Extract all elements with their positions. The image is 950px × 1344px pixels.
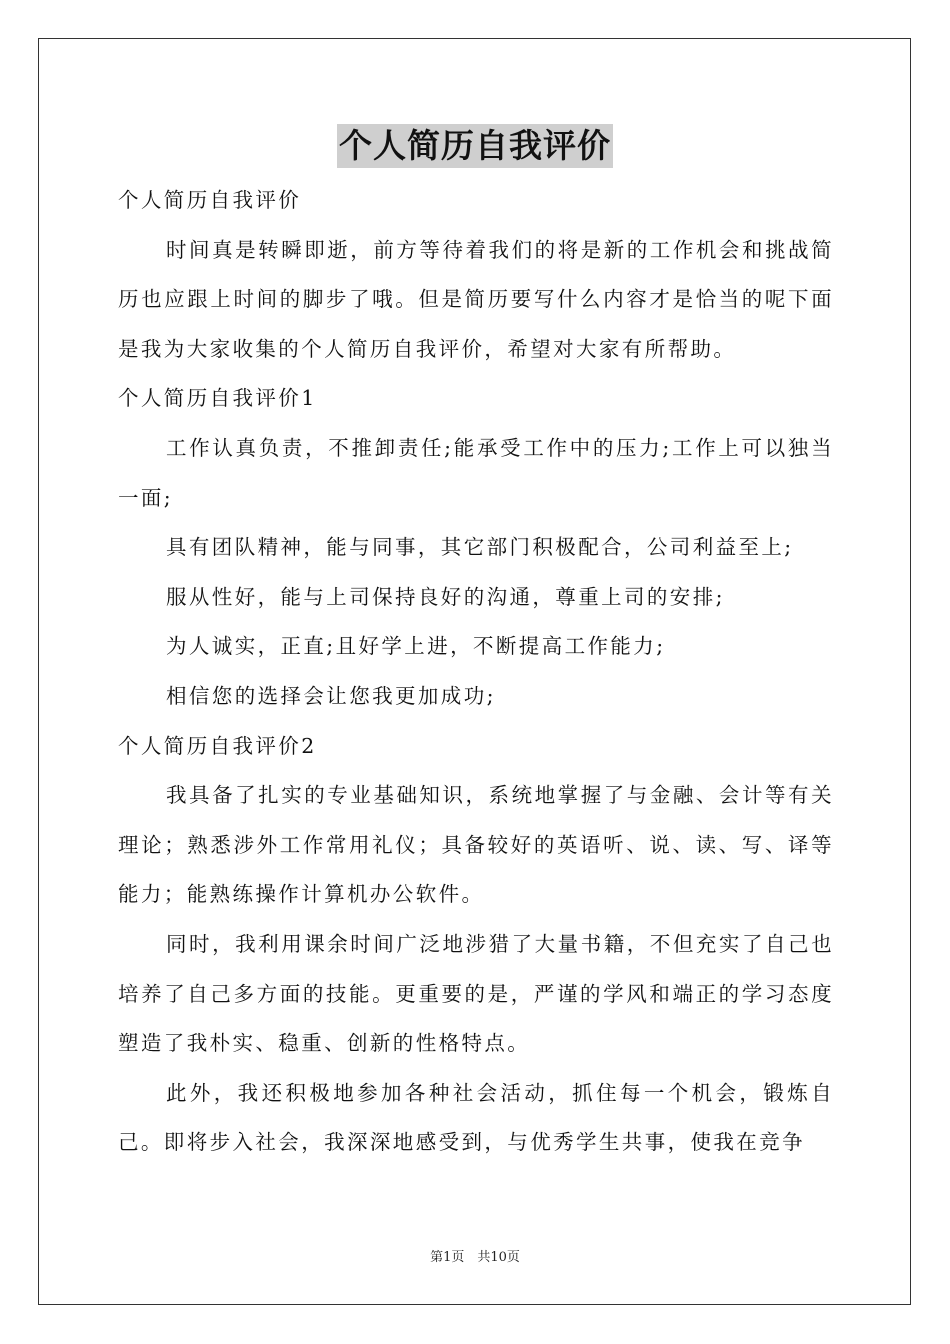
body-paragraph: 工作认真负责，不推卸责任;能承受工作中的压力;工作上可以独当一面; <box>118 435 834 510</box>
body-paragraph: 我具备了扎实的专业基础知识，系统地掌握了与金融、会计等有关理论；熟悉涉外工作常用礼仪；具备较好的英语听、说、读、写、译等能力；能熟练操作计算机办公软件。 <box>118 783 834 907</box>
page-footer: 第1页 共10页 <box>430 1250 520 1265</box>
document-title: 个人简历自我评价 <box>337 124 613 168</box>
section-heading: 个人简历自我评价 <box>118 188 302 212</box>
body-paragraph: 相信您的选择会让您我更加成功; <box>166 683 496 708</box>
document-title-block <box>0 124 950 168</box>
body-paragraph: 为人诚实，正直;且好学上进，不断提高工作能力; <box>166 634 666 659</box>
body-paragraph: 具有团队精神，能与同事，其它部门积极配合，公司利益至上; <box>166 535 794 560</box>
body-paragraph: 此外，我还积极地参加各种社会活动，抓住每一个机会，锻炼自己。即将步入社会，我深深地感受到，与优秀学生共事，使我在竞争 <box>118 1080 834 1155</box>
body-paragraph: 同时，我利用课余时间广泛地涉猎了大量书籍，不但充实了自己也培养了自己多方面的技能。更重要的是，严谨的学风和端正的学习态度塑造了我朴实、稳重、创新的性格特点。 <box>118 931 834 1056</box>
document-body <box>118 176 834 1168</box>
section-heading: 个人简历自我评价2 <box>118 733 317 758</box>
body-paragraph: 时间真是转瞬即逝，前方等待着我们的将是新的工作机会和挑战简历也应跟上时间的脚步了哦。但是简历要写什么内容才是恰当的呢下面是我为大家收集的个人简历自我评价，希望对大家有所帮助。 <box>118 237 834 361</box>
section-heading: 个人简历自我评价1 <box>118 386 317 411</box>
body-paragraph: 服从性好，能与上司保持良好的沟通，尊重上司的安排; <box>166 584 725 609</box>
